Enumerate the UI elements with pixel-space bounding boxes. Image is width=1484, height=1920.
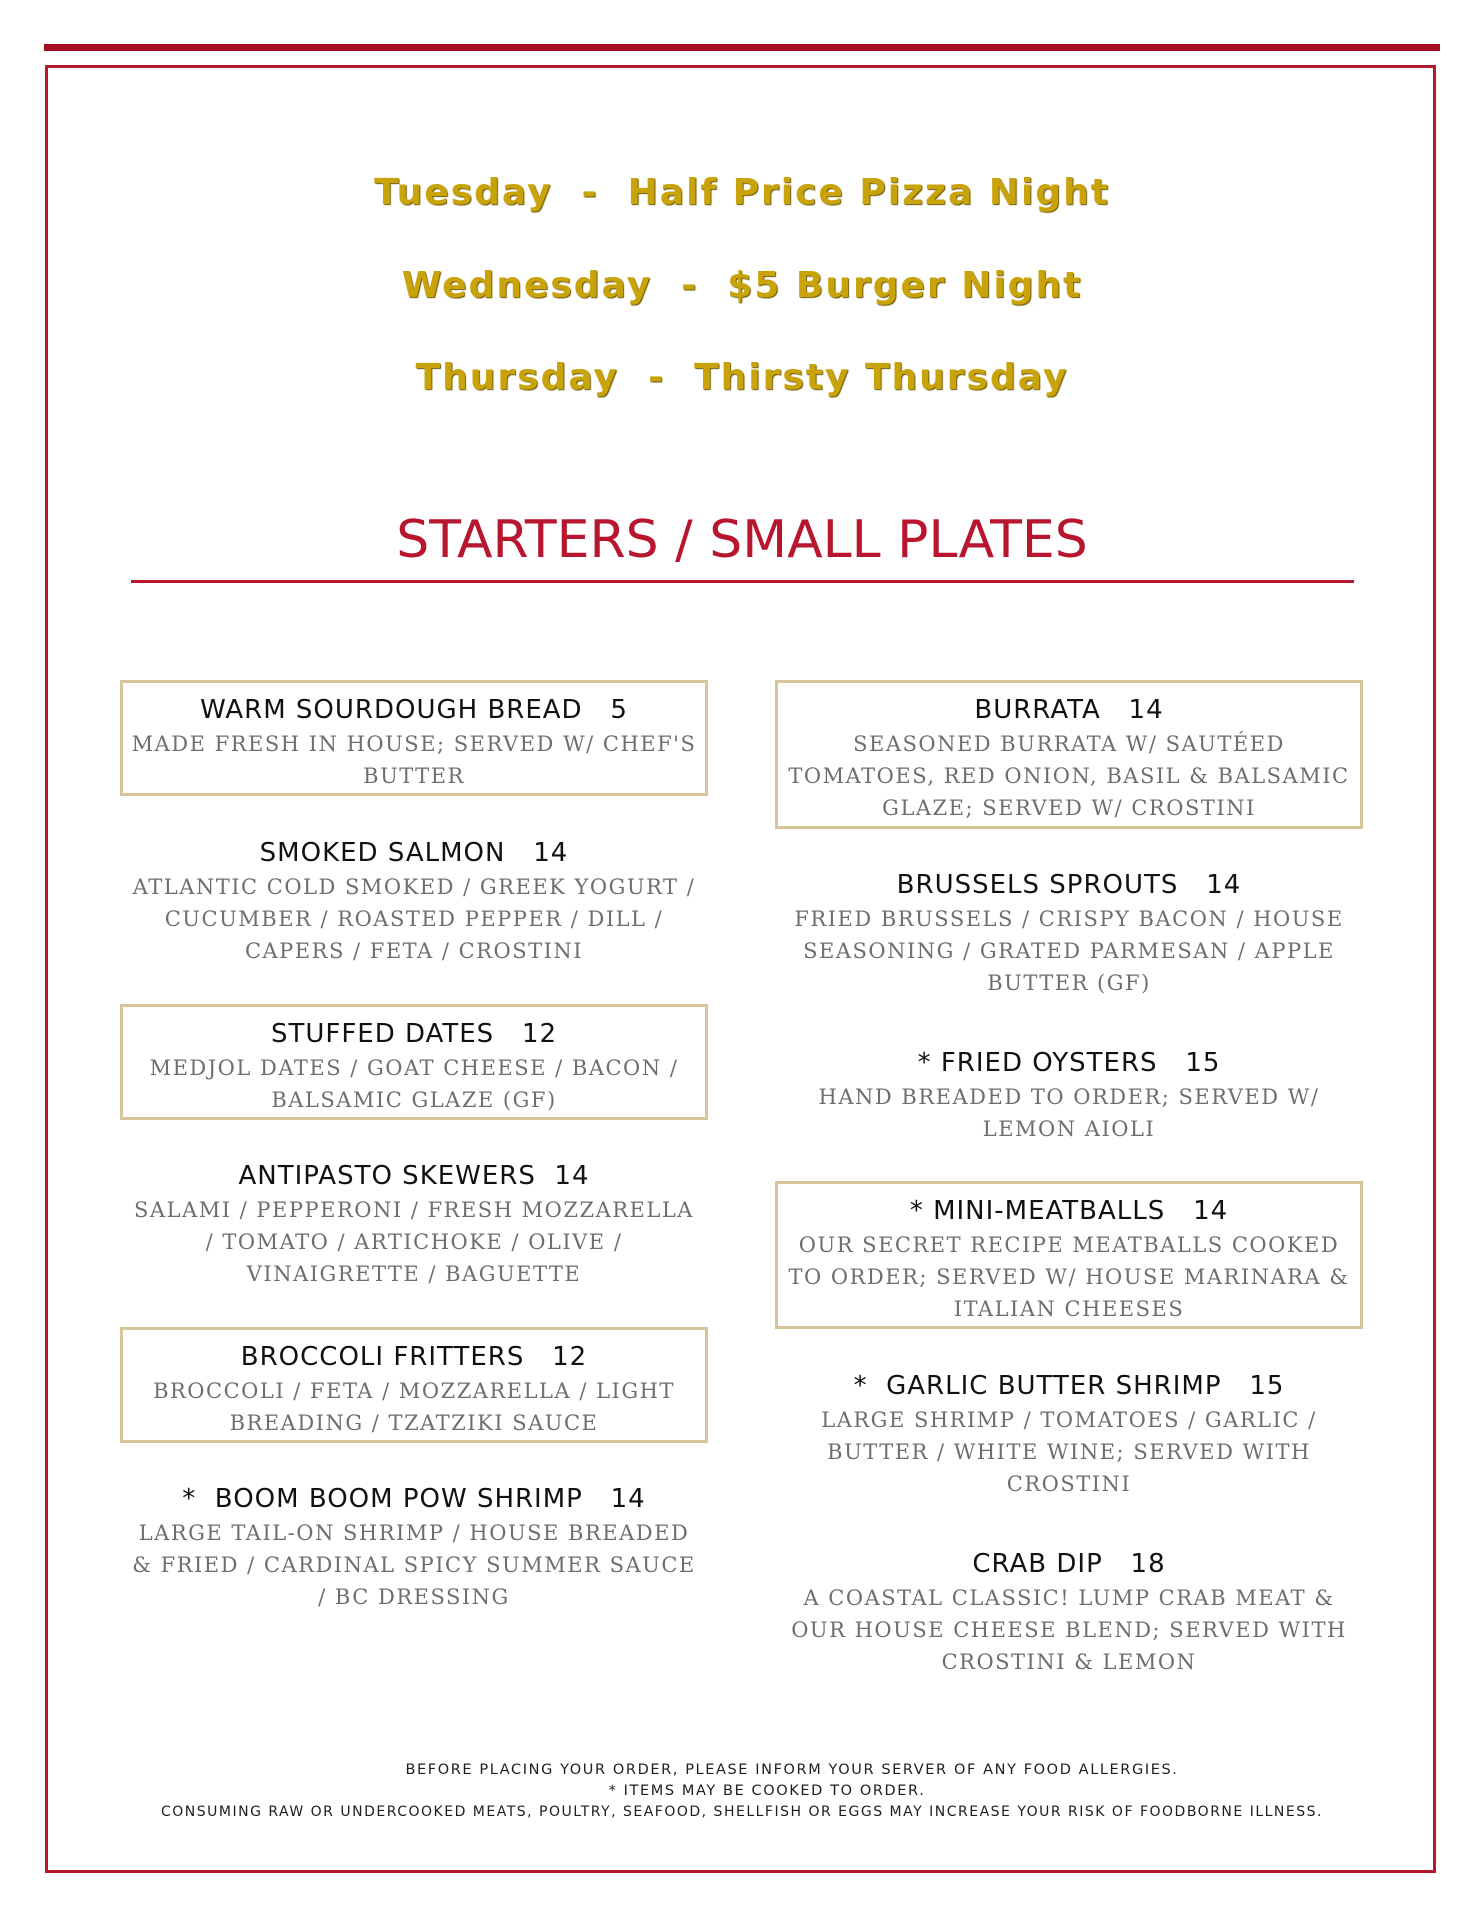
menu-item-title: STUFFED DATES 12 <box>270 1019 558 1049</box>
menu-item-description: MADE FRESH IN HOUSE; SERVED W/ CHEF'S BUTTER <box>131 732 697 788</box>
menu-item-title: BRUSSELS SPROUTS 14 <box>896 870 1242 900</box>
menu-item-crab-dip <box>775 1537 1363 1684</box>
menu-item-garlic-butter-shrimp <box>775 1359 1363 1506</box>
section-title-rule <box>131 580 1354 583</box>
top-accent-bar <box>44 44 1440 51</box>
menu-item-broccoli-fritters <box>120 1327 708 1443</box>
menu-item-description: SALAMI / PEPPERONI / FRESH MOZZARELLA / TOMATO / ARTICHOKE / OLIVE / VINAIGRETTE / BAGUETTE <box>134 1198 694 1286</box>
menu-item-title: WARM SOURDOUGH BREAD 5 <box>200 695 628 725</box>
special-thursday: Thursday - Thirsty Thursday <box>415 357 1069 398</box>
menu-item-title: * FRIED OYSTERS 15 <box>917 1048 1221 1078</box>
menu-item-antipasto-skewers <box>120 1149 708 1296</box>
section-title: STARTERS / SMALL PLATES <box>396 510 1088 570</box>
menu-item-title: BURRATA 14 <box>974 695 1164 725</box>
menu-item-title: SMOKED SALMON 14 <box>259 838 569 868</box>
special-tuesday: Tuesday - Half Price Pizza Night <box>374 172 1110 213</box>
menu-item-description: MEDJOL DATES / GOAT CHEESE / BACON / BALSAMIC GLAZE (GF) <box>149 1056 679 1112</box>
menu-item-title: CRAB DIP 18 <box>972 1549 1166 1579</box>
menu-item-description: BROCCOLI / FETA / MOZZARELLA / LIGHT BREADING / TZATZIKI SAUCE <box>153 1379 675 1435</box>
menu-item-description: LARGE SHRIMP / TOMATOES / GARLIC / BUTTER / WHITE WINE; SERVED WITH CROSTINI <box>821 1408 1317 1496</box>
menu-item-title: BROCCOLI FRITTERS 12 <box>240 1342 588 1372</box>
menu-item-description: LARGE TAIL-ON SHRIMP / HOUSE BREADED & FRIED / CARDINAL SPICY SUMMER SAUCE / BC DRESSING <box>132 1521 696 1609</box>
cooked-to-order-notice: * ITEMS MAY BE COOKED TO ORDER. <box>608 1783 926 1799</box>
menu-item-title: * GARLIC BUTTER SHRIMP 15 <box>853 1371 1285 1401</box>
menu-item-description: OUR SECRET RECIPE MEATBALLS COOKED TO ORDER; SERVED W/ HOUSE MARINARA & ITALIAN CHEESES <box>788 1233 1350 1321</box>
menu-item-title: ANTIPASTO SKEWERS 14 <box>238 1161 590 1191</box>
menu-item-title: * MINI-MEATBALLS 14 <box>909 1196 1229 1226</box>
menu-item-mini-meatballs <box>775 1181 1363 1329</box>
special-wednesday: Wednesday - $5 Burger Night <box>401 265 1083 306</box>
food-safety-warning: CONSUMING RAW OR UNDERCOOKED MEATS, POULTRY, SEAFOOD, SHELLFISH OR EGGS MAY INCREASE YOUR RISK OF FOODBORNE ILLNESS. <box>161 1804 1323 1820</box>
menu-item-description: HAND BREADED TO ORDER; SERVED W/ LEMON AIOLI <box>818 1085 1320 1141</box>
menu-item-brussels-sprouts <box>775 858 1363 1005</box>
menu-item-description: FRIED BRUSSELS / CRISPY BACON / HOUSE SEASONING / GRATED PARMESAN / APPLE BUTTER (GF) <box>794 907 1344 995</box>
menu-item-boom-boom-pow-shrimp <box>120 1472 708 1619</box>
menu-item-smoked-salmon <box>120 826 708 973</box>
menu-item-description: A COASTAL CLASSIC! LUMP CRAB MEAT & OUR HOUSE CHEESE BLEND; SERVED WITH CROSTINI & LEMON <box>791 1586 1347 1674</box>
allergy-notice: BEFORE PLACING YOUR ORDER, PLEASE INFORM YOUR SERVER OF ANY FOOD ALLERGIES. <box>405 1762 1179 1778</box>
menu-item-burrata <box>775 680 1363 829</box>
menu-item-description: ATLANTIC COLD SMOKED / GREEK YOGURT / CUCUMBER / ROASTED PEPPER / DILL / CAPERS / FETA / CROSTINI <box>132 875 696 963</box>
menu-item-description: SEASONED BURRATA W/ SAUTÉED TOMATOES, RED ONION, BASIL & BALSAMIC GLAZE; SERVED W/ CROSTINI <box>788 732 1350 820</box>
menu-item-fried-oysters <box>775 1036 1363 1151</box>
menu-item-warm-sourdough-bread <box>120 680 708 796</box>
menu-item-title: * BOOM BOOM POW SHRIMP 14 <box>182 1484 646 1514</box>
menu-item-stuffed-dates <box>120 1004 708 1120</box>
